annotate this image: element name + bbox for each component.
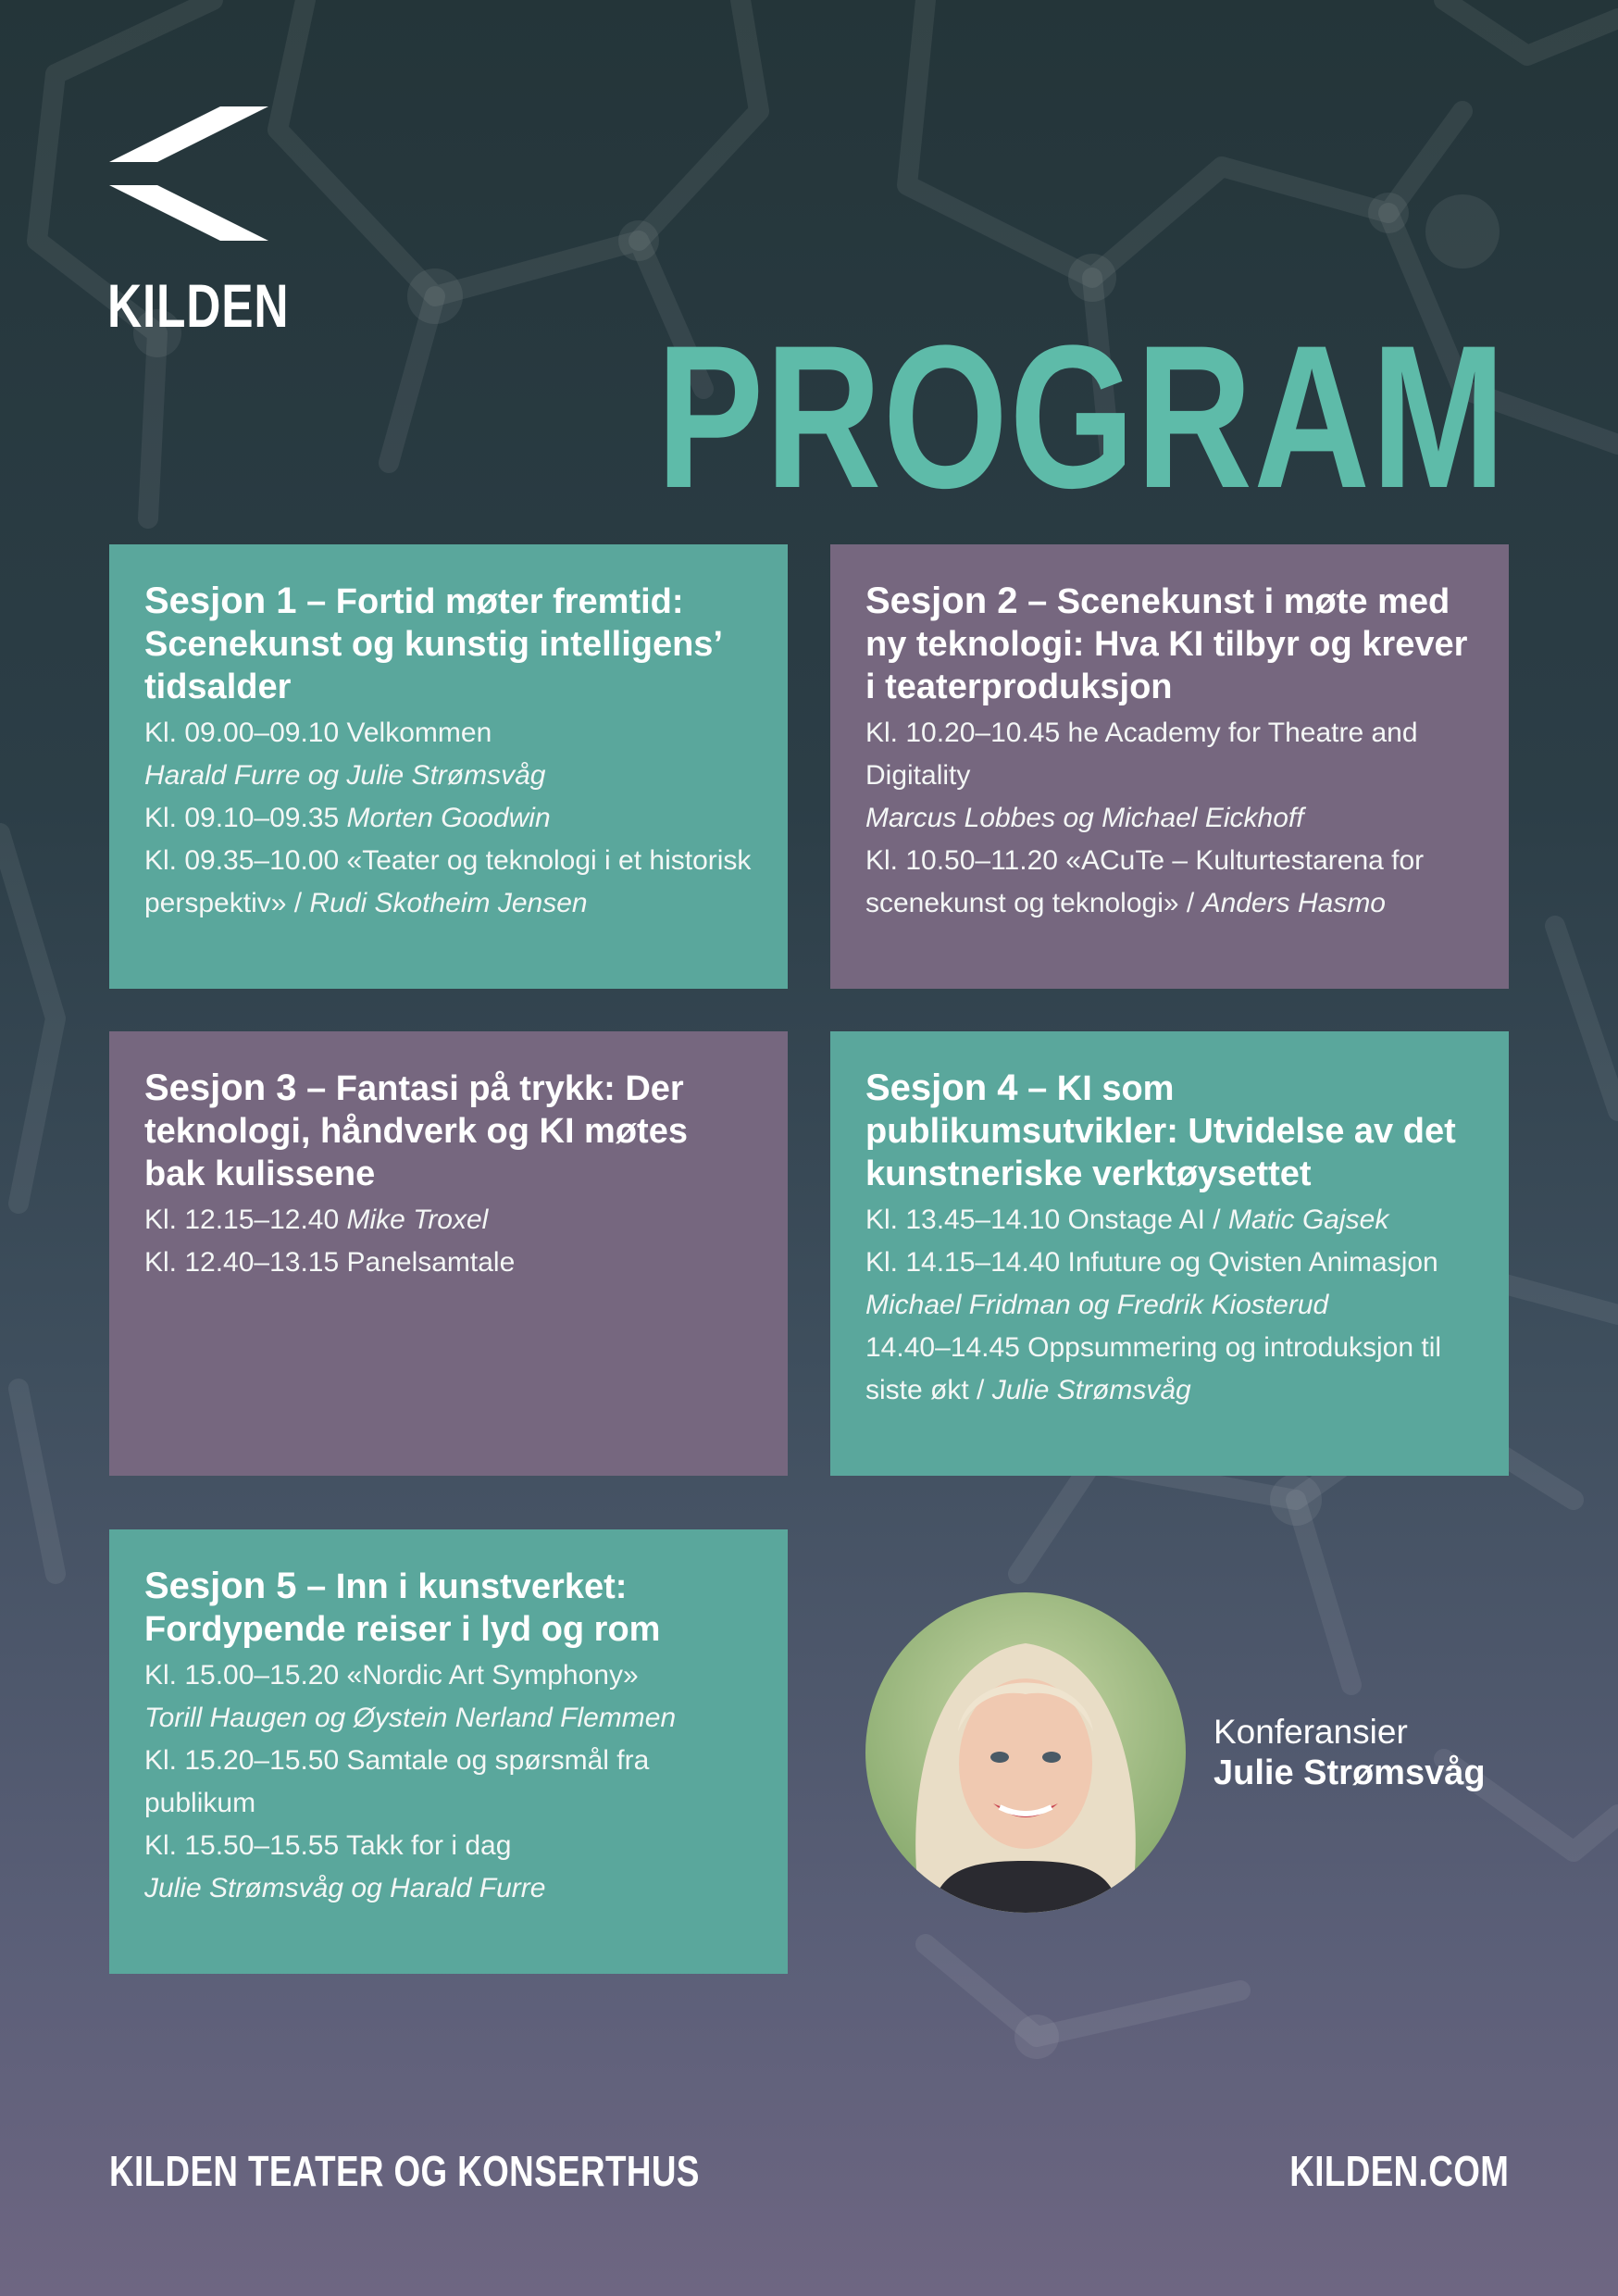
session-heading: – Fortid møter fremtid: Scenekunst og kunstig intelligens’ tidsalder <box>144 582 721 706</box>
presenter-name: Julie Strømsvåg <box>1214 1753 1486 1792</box>
schedule-line: Kl. 15.20–15.50 Samtale og spørsmål fra publikum <box>144 1745 650 1818</box>
schedule-line: Marcus Lobbes og Michael Eickhoff <box>865 803 1304 833</box>
schedule-line: Kl. 09.00–09.10 Velkommen <box>144 718 492 748</box>
session-card-3 <box>109 1031 788 1476</box>
schedule-line: 14.40–14.45 Oppsummering og introduksjon til siste økt / Julie Strømsvåg <box>865 1332 1442 1405</box>
footer-website-link[interactable]: KILDEN.COM <box>1288 2147 1509 2195</box>
session-card-4 <box>830 1031 1509 1476</box>
footer-organization: KILDEN TEATER OG KONSERTHUS <box>109 2147 700 2195</box>
schedule-line: Kl. 15.00–15.20 «Nordic Art Symphony» <box>144 1660 639 1691</box>
schedule-line: Torill Haugen og Øystein Nerland Flemmen <box>144 1703 677 1733</box>
session-title <box>865 1067 1475 1195</box>
session-title <box>865 580 1475 708</box>
schedule-line: Kl. 12.40–13.15 Panelsamtale <box>144 1247 516 1278</box>
schedule-line: Kl. 09.10–09.35 Morten Goodwin <box>144 803 551 833</box>
session-number: Sesjon 1 <box>144 580 297 621</box>
kilden-logo-icon <box>109 106 271 241</box>
logo-wordmark: KILDEN <box>107 271 290 340</box>
page-title: PROGRAM <box>656 303 1507 530</box>
session-heading: – KI som publikumsutvikler: Utvidelse av det kunstneriske verktøysettet <box>865 1069 1456 1193</box>
schedule-line: Kl. 10.20–10.45 he Academy for Theatre and Digitality <box>865 718 1418 791</box>
schedule-line: Michael Fridman og Fredrik Kiosterud <box>865 1290 1329 1320</box>
kilden-logo <box>109 106 271 241</box>
schedule-line: Harald Furre og Julie Strømsvåg <box>144 760 546 791</box>
session-card-1 <box>109 544 788 989</box>
session-heading: – Inn i kunstverket: Fordypende reiser i lyd og rom <box>144 1567 661 1649</box>
schedule-line: Kl. 13.45–14.10 Onstage AI / Matic Gajsek <box>865 1204 1389 1235</box>
session-card-2 <box>830 544 1509 989</box>
schedule-line: Kl. 14.15–14.40 Infuture og Qvisten Animasjon <box>865 1247 1438 1278</box>
schedule-line: Kl. 10.50–11.20 «ACuTe – Kulturtestarena for scenekunst og teknologi» / Anders Hasmo <box>865 845 1425 918</box>
session-number: Sesjon 4 <box>865 1067 1018 1108</box>
session-title <box>144 1565 754 1651</box>
session-title <box>144 580 754 708</box>
session-number: Sesjon 5 <box>144 1566 297 1606</box>
presenter-role: Konferansier <box>1214 1713 1408 1751</box>
schedule-line: Kl. 15.50–15.55 Takk for i dag <box>144 1830 512 1861</box>
session-number: Sesjon 3 <box>144 1067 297 1108</box>
session-heading: – Scenekunst i møte med ny teknologi: Hva KI tilbyr og krever i teaterproduksjon <box>865 582 1468 706</box>
schedule-line: Kl. 09.35–10.00 «Teater og teknologi i et historisk perspektiv» / Rudi Skotheim Jensen <box>144 845 752 918</box>
portrait-image <box>865 1592 1186 1913</box>
session-card-5 <box>109 1529 788 1974</box>
schedule-line: Julie Strømsvåg og Harald Furre <box>144 1873 546 1903</box>
session-title <box>144 1067 754 1195</box>
session-number: Sesjon 2 <box>865 580 1018 621</box>
schedule-line: Kl. 12.15–12.40 Mike Troxel <box>144 1204 489 1235</box>
session-heading: – Fantasi på trykk: Der teknologi, håndverk og KI møtes bak kulissene <box>144 1069 688 1193</box>
presenter-portrait <box>865 1592 1186 1913</box>
